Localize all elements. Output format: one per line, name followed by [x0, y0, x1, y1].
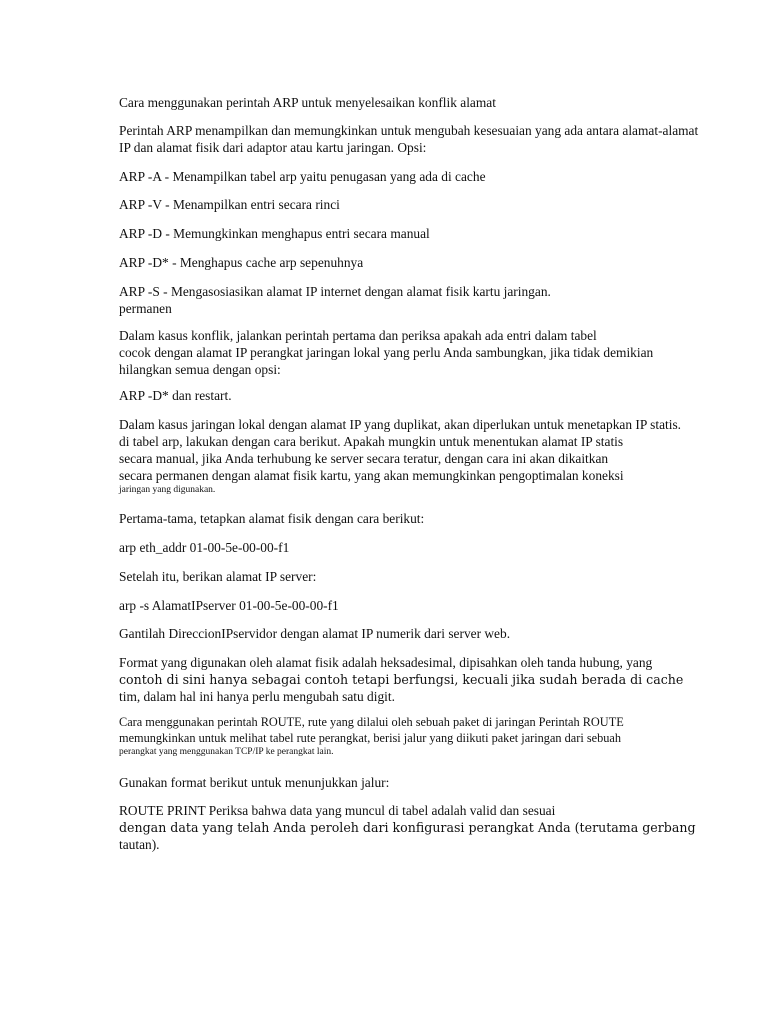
route-print-line-3: tautan).: [119, 837, 160, 852]
conflict-line-2: cocok dengan alamat IP perangkat jaringan lokal yang perlu Anda sambungkan, jika tidak demikian: [119, 345, 654, 360]
document-title: Cara menggunakan perintah ARP untuk menyelesaikan konflik alamat: [119, 95, 496, 110]
duplicate-line-5: jaringan yang digunakan.: [119, 485, 216, 495]
route-line-1: Cara menggunakan perintah ROUTE, rute yang dilalui oleh sebuah paket di jaringan Perintah ROUTE: [119, 715, 624, 729]
replace-note: Gantilah DireccionIPservidor dengan alamat IP numerik dari server web.: [119, 626, 511, 641]
command-1: arp eth_addr 01-00-5e-00-00-f1: [119, 540, 290, 555]
option-s-line-1: ARP -S - Mengasosiasikan alamat IP internet dengan alamat fisik kartu jaringan.: [119, 284, 551, 299]
conflict-paragraph: [119, 327, 653, 378]
step-1: Pertama-tama, tetapkan alamat fisik dengan cara berikut:: [119, 511, 425, 526]
route-format: Gunakan format berikut untuk menunjukkan jalur:: [119, 775, 390, 790]
duplicate-line-3: secara manual, jika Anda terhubung ke server secara teratur, dengan cara ini akan dikaitkan: [119, 451, 609, 466]
restart-line: ARP -D* dan restart.: [119, 388, 232, 403]
conflict-line-3: hilangkan semua dengan opsi:: [119, 362, 281, 377]
duplicate-line-1: Dalam kasus jaringan lokal dengan alamat IP yang duplikat, akan diperlukan untuk menetapkan IP statis.: [119, 417, 682, 432]
route-print-paragraph: [119, 802, 696, 853]
intro-line-2: IP dan alamat fisik dari adaptor atau kartu jaringan. Opsi:: [119, 140, 427, 155]
route-line-3: perangkat yang menggunakan TCP/IP ke perangkat lain.: [119, 747, 334, 757]
duplicate-paragraph: [119, 416, 681, 496]
format-line-1: Format yang digunakan oleh alamat fisik adalah heksadesimal, dipisahkan oleh tanda hubung, yang: [119, 655, 653, 670]
intro-line-1: Perintah ARP menampilkan dan memungkinkan untuk mengubah kesesuaian yang ada antara alamat-alamat: [119, 123, 699, 138]
intro-paragraph: [119, 122, 698, 156]
route-print-line-1: ROUTE PRINT Periksa bahwa data yang muncul di tabel adalah valid dan sesuai: [119, 803, 556, 818]
route-line-2: memungkinkan untuk melihat tabel rute perangkat, berisi jalur yang diikuti paket jaringan dari sebuah: [119, 731, 621, 745]
step-2: Setelah itu, berikan alamat IP server:: [119, 569, 317, 584]
conflict-line-1: Dalam kasus konflik, jalankan perintah pertama dan periksa apakah ada entri dalam tabel: [119, 328, 597, 343]
route-paragraph: [119, 714, 624, 758]
route-print-line-2: dengan data yang telah Anda peroleh dari konfigurasi perangkat Anda (terutama gerbang: [119, 820, 696, 835]
duplicate-line-2: di tabel arp, lakukan dengan cara berikut. Apakah mungkin untuk menentukan alamat IP statis: [119, 434, 624, 449]
format-line-3: tim, dalam hal ini hanya perlu mengubah satu digit.: [119, 689, 395, 704]
command-2: arp -s AlamatIPserver 01-00-5e-00-00-f1: [119, 598, 339, 613]
option-s-paragraph: [119, 283, 551, 317]
option-d-star: ARP -D* - Menghapus cache arp sepenuhnya: [119, 255, 364, 270]
format-paragraph: [119, 654, 683, 705]
option-d: ARP -D - Memungkinkan menghapus entri secara manual: [119, 226, 430, 241]
format-line-2: contoh di sini hanya sebagai contoh tetapi berfungsi, kecuali jika sudah berada di cache: [119, 672, 684, 687]
duplicate-line-4: secara permanen dengan alamat fisik kartu, yang akan memungkinkan pengoptimalan koneksi: [119, 468, 624, 483]
option-s-line-2: permanen: [119, 301, 172, 316]
option-a: ARP -A - Menampilkan tabel arp yaitu penugasan yang ada di cache: [119, 169, 486, 184]
option-v: ARP -V - Menampilkan entri secara rinci: [119, 197, 340, 212]
